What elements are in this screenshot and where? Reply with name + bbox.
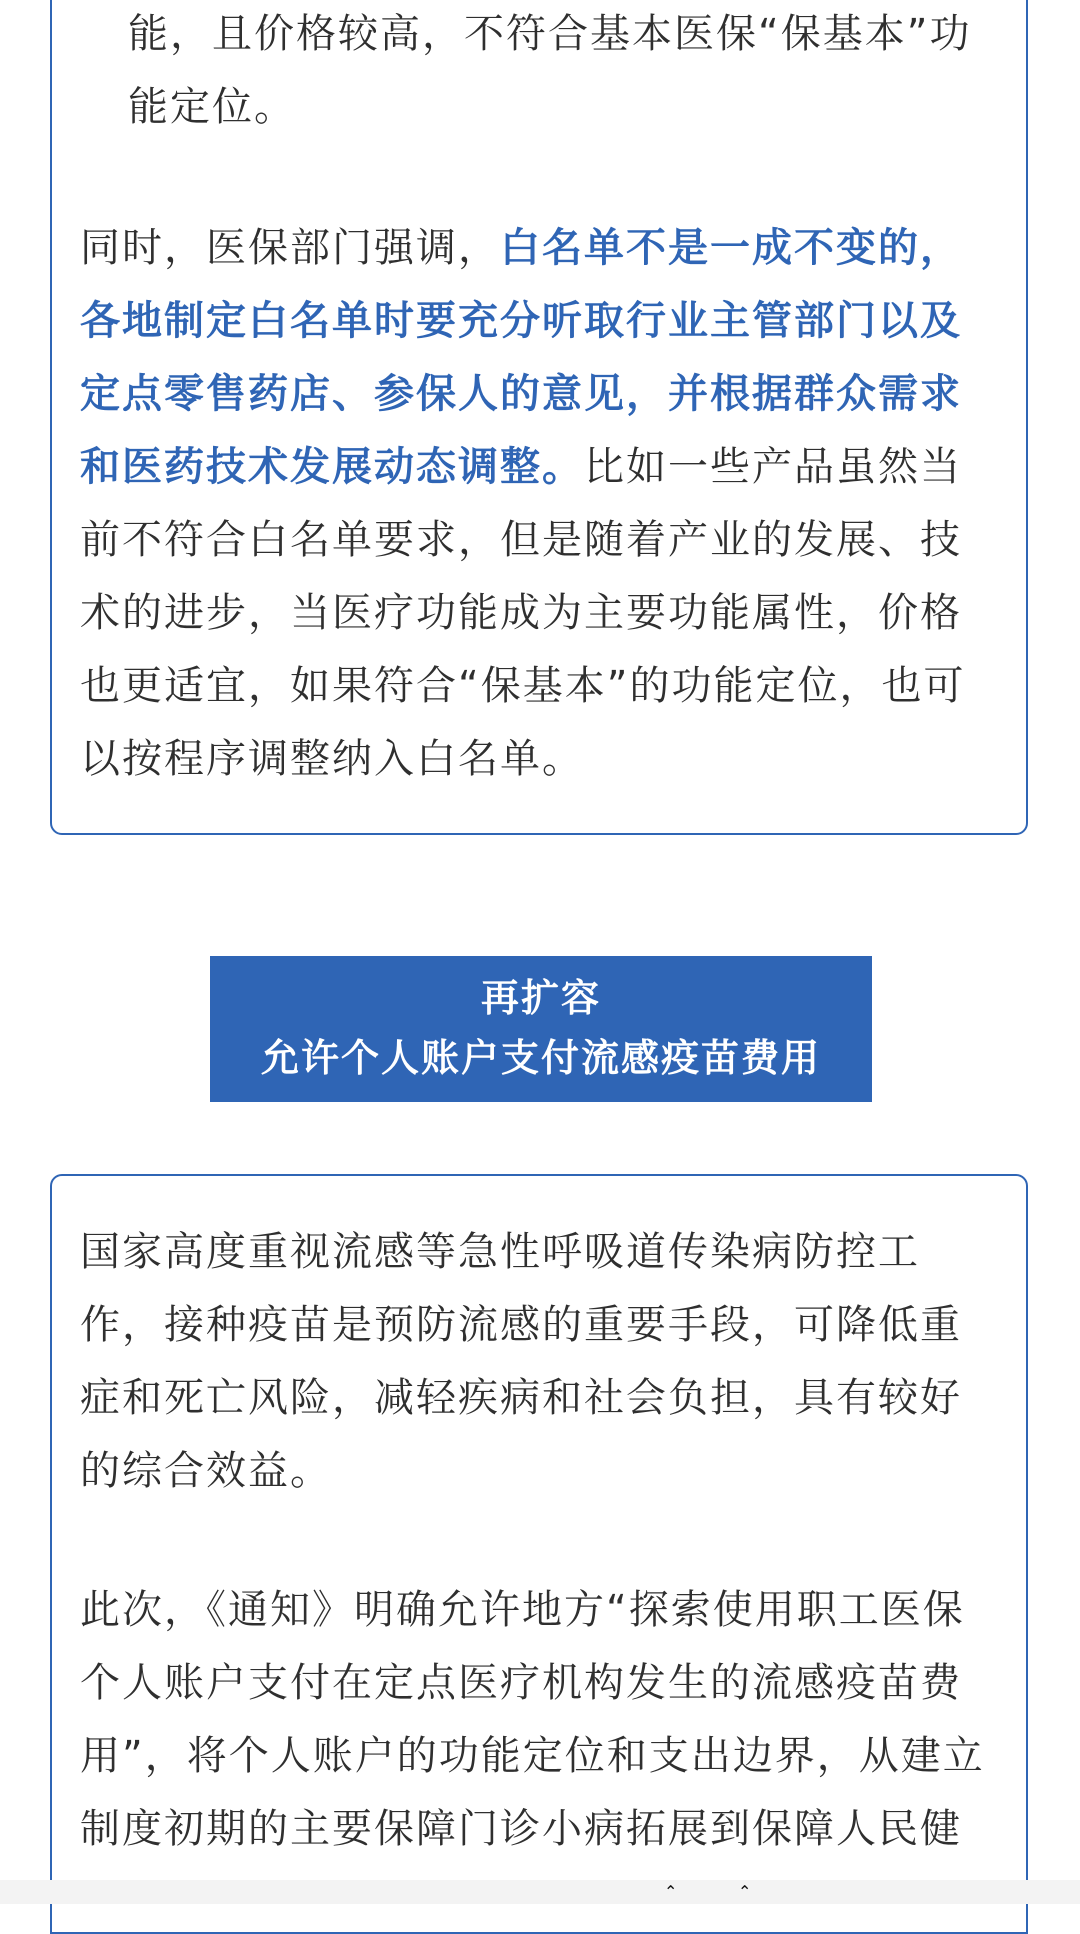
content-box-flu-vaccine (50, 1174, 1028, 1934)
content-box-whitelist (50, 0, 1028, 835)
text-emphasis: 白名单不是一成不变的，各地制定白名单时要充分听取行业主管部门以及定点零售药店、参保人的意见，并根据群众需求和医药技术发展动态调整。 (80, 225, 962, 490)
text-normal: 比如一些产品虽然当前不符合白名单要求，但是随着产业的发展、技术的进步，当医疗功能成为主要功能属性，价格也更适宜，如果符合“保基本”的功能定位，也可以按程序调整纳入白名单。 (80, 444, 966, 782)
text-line: 能，且价格较高，不符合基本医保“保基本”功 (128, 11, 972, 57)
paragraph-whitelist-adjustment (80, 212, 1002, 796)
paragraph-line (128, 0, 1008, 144)
section-header (210, 956, 872, 1102)
text-line: 能定位。 (128, 84, 296, 130)
bottom-cutoff-glyph: ⌃ (738, 1882, 752, 1901)
section-header-subtitle: 允许个人账户支付流感疫苗费用 (260, 1036, 821, 1080)
section-header-title: 再扩容 (480, 976, 601, 1021)
paragraph-flu-notice (80, 1574, 1002, 1866)
bottom-fade (0, 1880, 1080, 1904)
text-normal: 国家高度重视流感等急性呼吸道传染病防控工作，接种疫苗是预防流感的重要手段，可降低重症和死亡风险，减轻疾病和社会负担，具有较好的综合效益。 (80, 1229, 962, 1494)
paragraph-flu-prevention (80, 1216, 1002, 1508)
text-normal: 此次，《通知》明确允许地方“探索使用职工医保个人账户支付在定点医疗机构发生的流感疫苗费用”，将个人账户的功能定位和支出边界，从建立制度初期的主要保障门诊小病拓展到保障人民健 (80, 1587, 985, 1852)
text-normal: 同时，医保部门强调， (80, 225, 500, 271)
bottom-cutoff-glyph: ⌃ (664, 1882, 678, 1901)
